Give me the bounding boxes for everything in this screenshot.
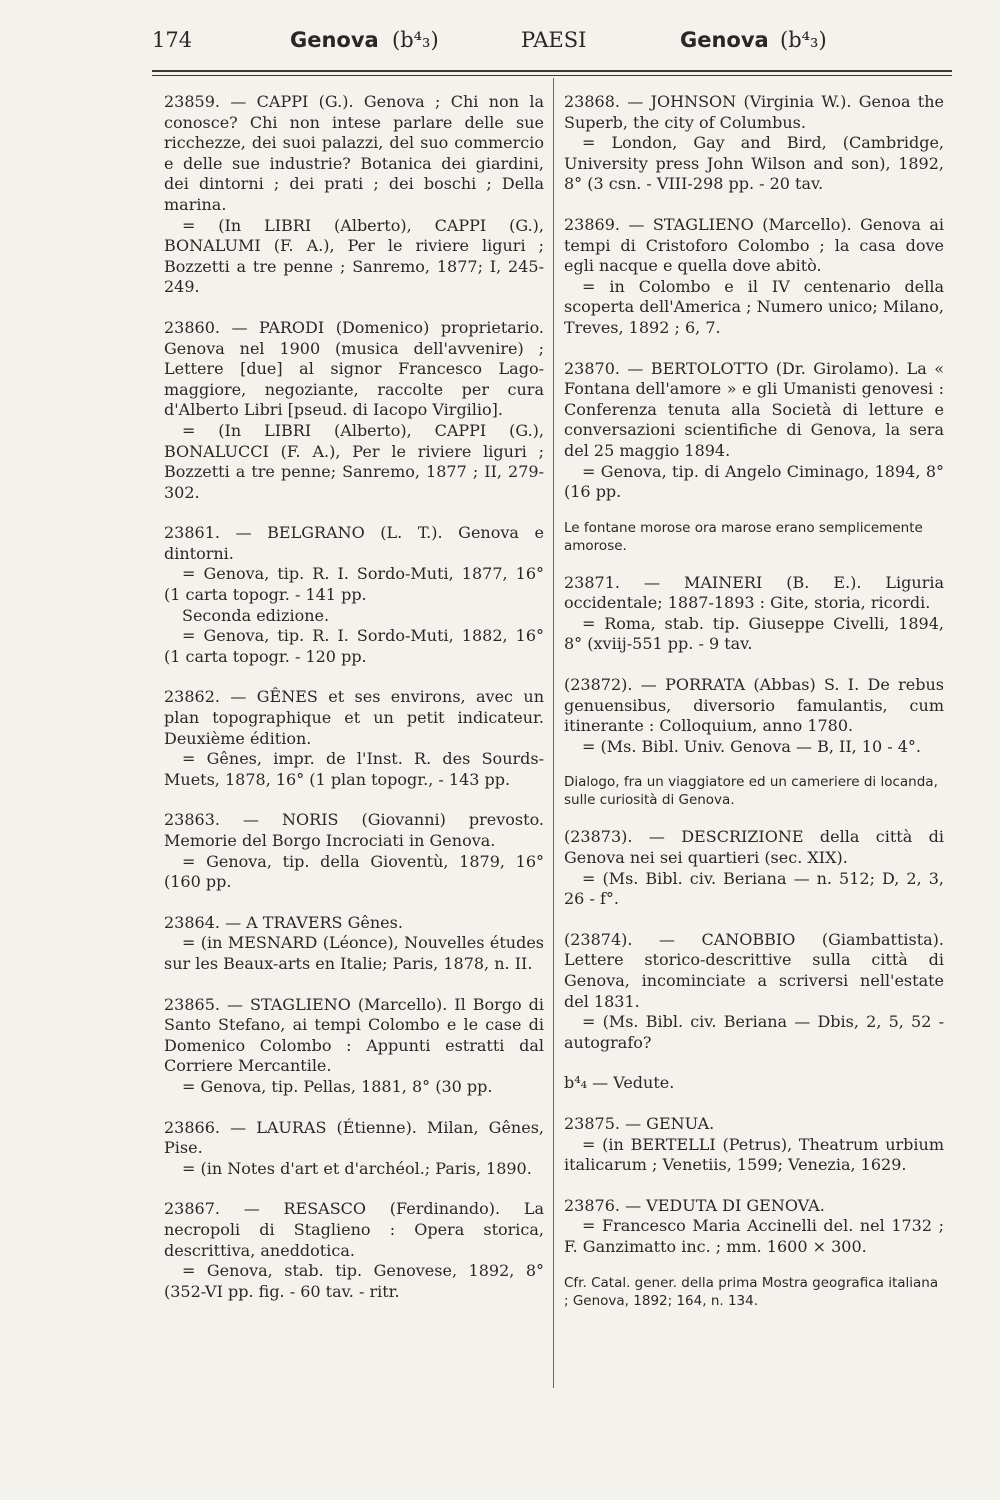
catalog-entry	[564, 827, 944, 909]
entry-title: 23861. — BELGRANO (L. T.). Genova e dintorni.	[164, 523, 544, 563]
catalog-entry	[564, 1114, 944, 1176]
entry-imprint: = Roma, stab. tip. Giuseppe Civelli, 1894, 8° (xviij-551 pp. - 9 tav.	[564, 613, 944, 654]
entry-imprint: = Genova, tip. R. I. Sordo-Muti, 1877, 16° (1 carta topogr. - 141 pp.	[164, 564, 544, 605]
entry-imprint: = (in BERTELLI (Petrus), Theatrum urbium italicarum ; Venetiis, 1599; Venezia, 1629.	[564, 1134, 944, 1175]
entry-note: Cfr. Catal. gener. della prima Mostra geografica italiana ; Genova, 1892; 164, n. 134.	[564, 1274, 939, 1309]
entry-title: 23868. — JOHNSON (Virginia W.). Genoa the Superb, the city of Columbus.	[564, 92, 944, 132]
running-header	[0, 28, 1000, 68]
entry-imprint: = Francesco Maria Accinelli del. nel 1732 ; F. Ganzimatto inc. ; mm. 1600 × 300.	[564, 1216, 944, 1256]
entry-imprint: = (In LIBRI (Alberto), CAPPI (G.), BONALUMI (F. A.), Per le riviere liguri ; Bozzetti a tre penne ; Sanremo, 1877; I, 245-249.	[164, 215, 544, 297]
catalog-entry	[164, 995, 544, 1098]
column-divider	[553, 78, 554, 1388]
right-column	[564, 92, 944, 1328]
catalog-entry	[564, 92, 944, 195]
entry-imprint: = Gênes, impr. de l'Inst. R. des Sourds-Muets, 1878, 16° (1 plan topogr., - 143 pp.	[164, 749, 544, 789]
catalog-entry	[164, 92, 544, 298]
catalog-entry	[164, 1199, 544, 1302]
page-number: 174	[152, 28, 193, 52]
catalog-entry	[564, 359, 944, 503]
entry-imprint: = in Colombo e il IV centenario della scoperta dell'America ; Numero unico; Milano, Treves, 1892 ; 6, 7.	[564, 276, 944, 337]
entry-title: 23876. — VEDUTA DI GENOVA.	[564, 1195, 825, 1215]
entry-title: 23863. — NORIS (Giovanni) prevosto. Memorie del Borgo Incrociati in Genova.	[164, 810, 544, 850]
catalog-entry	[164, 318, 544, 503]
entry-imprint: = (In LIBRI (Alberto), CAPPI (G.), BONALUCCI (F. A.), Per le riviere liguri ; Bozzetti a tre penne; Sanremo, 1877 ; II, 279-302.	[164, 420, 544, 502]
left-section-code: (b⁴₃)	[392, 28, 439, 52]
catalog-entry	[564, 675, 944, 757]
entry-title: b⁴₄ — Vedute.	[564, 1073, 675, 1093]
entry-title: 23865. — STAGLIENO (Marcello). Il Borgo di Santo Stefano, ai tempi Colombo e le case di Domenico Colombo : Appunti estratti dal Corriere Mercantile.	[164, 994, 544, 1076]
entry-title: (23874). — CANOBBIO (Giambattista). Lettere storico-descrittive sulla città di Genova, incominciate a scriversi nell'estate del 1831.	[564, 929, 944, 1011]
catalog-entry	[564, 1196, 944, 1258]
entry-title: 23862. — GÊNES et ses environs, avec un plan topographique et un petit indicateur. Deuxième édition.	[164, 687, 544, 748]
entry-imprint: = Genova, tip. Pellas, 1881, 8° (30 pp.	[182, 1076, 493, 1096]
entry-title: 23869. — STAGLIENO (Marcello). Genova ai tempi di Cristoforo Colombo ; la casa dove egli nacque e quella dove abitò.	[564, 214, 944, 276]
entry-title: 23875. — GENUA.	[564, 1113, 715, 1133]
entry-imprint: = Genova, tip. R. I. Sordo-Muti, 1882, 16° (1 carta topogr. - 120 pp.	[164, 626, 544, 666]
catalog-entry	[564, 573, 944, 655]
entry-imprint: = (Ms. Bibl. civ. Beriana — Dbis, 2, 5, 52 - autografo?	[564, 1012, 944, 1052]
entry-title: 23866. — LAURAS (Étienne). Milan, Gênes, Pise.	[164, 1117, 544, 1158]
left-running-title: Genova	[290, 28, 379, 52]
entry-title: 23864. — A TRAVERS Gênes.	[164, 912, 403, 932]
catalog-entry	[564, 930, 944, 1054]
right-running-title: Genova	[680, 28, 769, 52]
entry-title: 23859. — CAPPI (G.). Genova ; Chi non la conosce? Chi non intese parlare delle sue ricchezze, dei suoi palazzi, del suo commercio e delle sue industrie? Botanica dei giardini, dei dintorni ; dei prati ; dei boschi ; Della marina.	[164, 92, 544, 214]
entry-imprint: = Genova, tip. della Gioventù, 1879, 16° (160 pp.	[164, 851, 544, 892]
entry-imprint: = London, Gay and Bird, (Cambridge, University press John Wilson and son), 1892, 8° (3 csn. - VIII-298 pp. - 20 tav.	[564, 133, 944, 194]
catalog-entry	[164, 687, 544, 790]
entry-imprint: = Genova, tip. di Angelo Ciminago, 1894, 8° (16 pp.	[564, 461, 944, 502]
entry-imprint: = (in MESNARD (Léonce), Nouvelles études sur les Beaux-arts en Italie; Paris, 1878, n. II.	[164, 933, 544, 973]
section-heading	[564, 1073, 944, 1094]
header-rule-thick	[152, 70, 952, 72]
entry-imprint: = (Ms. Bibl. Univ. Genova — B, II, 10 - 4°.	[582, 736, 922, 756]
entry-title: 23867. — RESASCO (Ferdinando). La necropoli di Staglieno : Opera storica, descrittiva, aneddotica.	[164, 1199, 544, 1260]
entry-title: 23871. — MAINERI (B. E.). Liguria occidentale; 1887-1893 : Gite, storia, ricordi.	[564, 572, 944, 613]
entry-imprint: = (Ms. Bibl. civ. Beriana — n. 512; D, 2, 3, 26 - f°.	[564, 868, 944, 909]
entry-imprint: Seconda edizione.	[182, 605, 330, 625]
center-running-title: PAESI	[521, 28, 587, 52]
entry-title: 23870. — BERTOLOTTO (Dr. Girolamo). La « Fontana dell'amore » e gli Umanisti genovesi : Conferenza tenuta alla Società di letture e conversazioni scientifiche di Genova, la sera del 25 maggio 1894.	[564, 358, 944, 460]
entry-title: 23860. — PARODI (Domenico) proprietario. Genova nel 1900 (musica dell'avvenire) ; Lettere [due] al signor Francesco Lago-maggiore, negoziante, raccolte per cura d'Alberto Libri [pseud. di Iacopo Virgilio].	[164, 317, 544, 420]
left-column	[164, 92, 544, 1322]
entry-note: Dialogo, fra un viaggiatore ed un cameriere di locanda, sulle curiosità di Genova.	[564, 774, 938, 809]
entry-title: (23872). — PORRATA (Abbas) S. I. De rebus genuensibus, diversorio famulantis, cum itinerante : Colloquium, anno 1780.	[564, 675, 944, 736]
catalog-entry	[164, 913, 544, 975]
header-rule-thin	[152, 75, 952, 76]
entry-title: (23873). — DESCRIZIONE della città di Genova nei sei quartieri (sec. XIX).	[564, 827, 944, 868]
right-section-code: (b⁴₃)	[780, 28, 827, 52]
catalog-entry	[164, 810, 544, 892]
entry-imprint: = Genova, stab. tip. Genovese, 1892, 8° (352-VI pp. fig. - 60 tav. - ritr.	[164, 1261, 544, 1301]
catalog-entry	[564, 215, 944, 339]
catalog-entry	[164, 523, 544, 667]
catalog-entry	[164, 1118, 544, 1180]
entry-imprint: = (in Notes d'art et d'archéol.; Paris, 1890.	[182, 1158, 532, 1178]
entry-note: Le fontane morose ora marose erano semplicemente amorose.	[564, 519, 923, 554]
